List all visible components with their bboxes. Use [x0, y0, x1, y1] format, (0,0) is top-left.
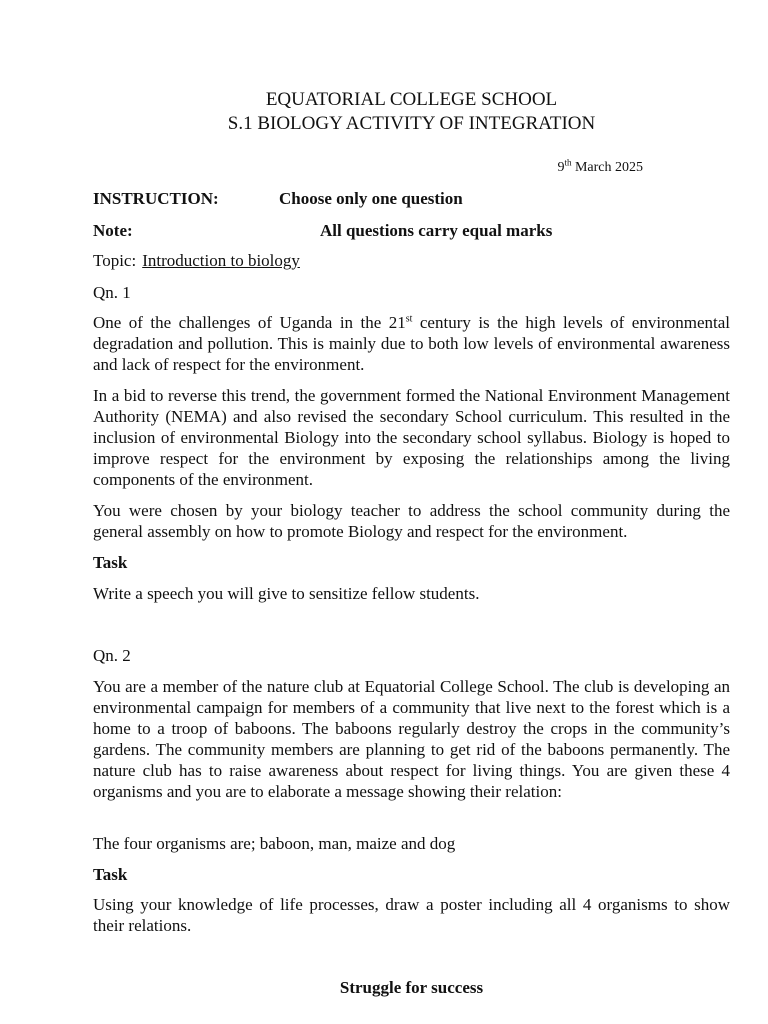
- question-2-paragraph-1: You are a member of the nature club at Equatorial College School. The club is developing an environmental campaign for members of a community that live next to the forest which is a home to a troop of baboons. The baboons regularly destroy the crops in the community’s gardens. The community members are planning to get rid of the baboons permanently. The nature club has to raise awareness about respect for living things. You are given these 4 organisms and you are to elaborate a message showing their relation:: [93, 677, 730, 801]
- question-1-task-text: Write a speech you will give to sensitize fellow students.: [93, 584, 480, 603]
- q1-p1-end: century is the high levels of environmental degradation and pollution. This is mainly due to both low levels of environmental awareness and lack of respect for the environment.: [93, 313, 730, 374]
- document-date: [557, 157, 643, 176]
- date-suffix: th: [564, 157, 572, 168]
- topic-value: Introduction to biology: [142, 251, 300, 270]
- q1-p1-start: One of the challenges of Uganda in the 21: [93, 313, 406, 332]
- question-1-task-label: Task: [93, 553, 128, 572]
- footer-motto: Struggle for success: [339, 978, 484, 997]
- question-1-paragraph-3: You were chosen by your biology teacher to address the school community during the general assembly on how to promote Biology and respect for the environment.: [93, 501, 730, 541]
- question-2-label: Qn. 2: [93, 646, 131, 665]
- question-2-task-label: Task: [93, 865, 128, 884]
- note-label: Note:: [93, 221, 133, 240]
- note-text: All questions carry equal marks: [320, 221, 553, 240]
- instruction-label: INSTRUCTION:: [93, 189, 219, 208]
- question-1-paragraph-1: [93, 312, 730, 375]
- topic-line: [93, 250, 300, 271]
- instruction-text: Choose only one question: [279, 189, 463, 208]
- school-name: EQUATORIAL COLLEGE SCHOOL: [265, 89, 558, 110]
- question-1-paragraph-2: In a bid to reverse this trend, the government formed the National Environment Management Authority (NEMA) and also revised the secondary School curriculum. This resulted in the inclusion of environmental Biology into the secondary school syllabus. Biology is hoped to improve respect for the environment by exposing the relationships among the living components of the environment.: [93, 386, 730, 489]
- date-day: 9: [557, 160, 565, 175]
- topic-label: Topic:: [93, 251, 137, 270]
- question-1-label: Qn. 1: [93, 283, 131, 302]
- question-2-paragraph-2: The four organisms are; baboon, man, maize and dog: [93, 834, 456, 853]
- date-month-year: March 2025: [571, 160, 643, 175]
- question-2-task-text: Using your knowledge of life processes, draw a poster including all 4 organisms to show their relations.: [93, 895, 730, 935]
- document-subtitle: S.1 BIOLOGY ACTIVITY OF INTEGRATION: [227, 113, 596, 134]
- q1-p1-sup: st: [405, 313, 413, 325]
- document-page: [93, 0, 730, 1024]
